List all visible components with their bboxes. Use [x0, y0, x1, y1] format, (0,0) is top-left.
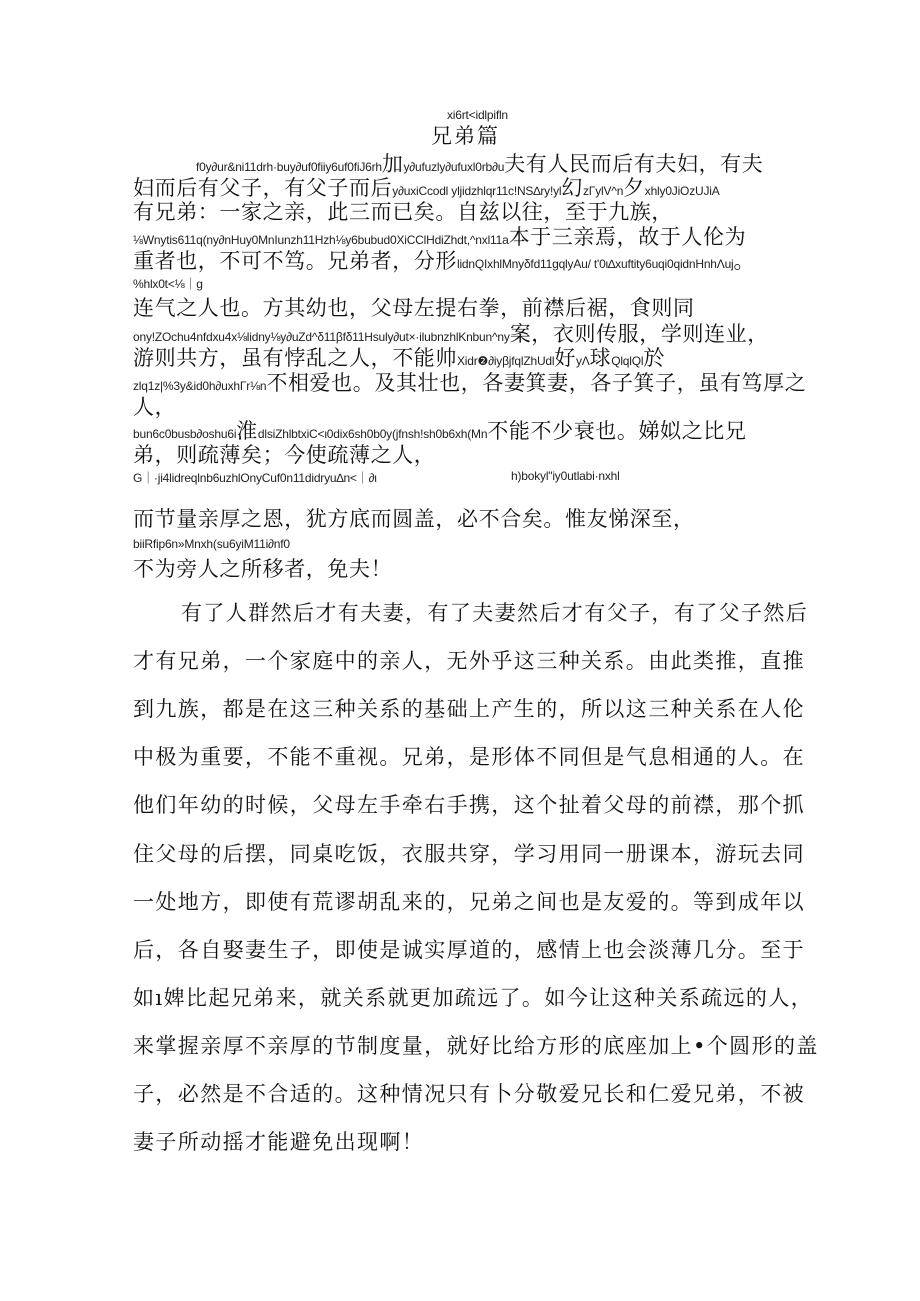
garbled-text: y∂ufuzly∂ufuxl0rb∂u	[403, 160, 505, 174]
original-text: 妇而后有父子，有父子而后	[133, 176, 393, 200]
original-text: 夕	[623, 176, 645, 200]
original-line-6: %hlx0t<⅛｜g	[133, 277, 203, 291]
translation-line-6: 住父母的后摆，同桌吃饭，衣服共穿，学习用同一册课本，游玩去同	[133, 842, 805, 866]
translation-line-4: 中极为重要，不能不重视。兄弟，是形体不同但是气息相通的人。在	[133, 745, 805, 769]
original-line-3: 有兄弟：一家之亲，此三而已矣。自兹以往，至于九族，	[133, 200, 673, 224]
garbled-text: ony!ZOchu4nfdxu4x⅛lidny⅛y∂uZd^δ11βfδ11Hsuly∂ut×·ilubnzhlKnbun^ny	[133, 330, 510, 344]
garbled-text: yΛ	[575, 354, 590, 368]
original-text: 。	[733, 249, 756, 273]
garbled-text: y∂uxiCcodl yljidzhlqr11c!NS∆ry!yl	[392, 184, 562, 198]
original-text: 幻	[561, 176, 583, 200]
original-text: 游则共方，虽有悖乱之人，不能帅	[133, 346, 457, 370]
page-title: 兄弟篇	[431, 124, 500, 148]
garbled-text: f0y∂ur&ni11drh·buy∂uf0fiiy6uf0fiJ6rh	[196, 160, 382, 174]
translation-line-5: 他们年幼的时候，父母左手牵右手携，这个扯着父母的前襟，那个抓	[133, 793, 805, 817]
garbled-text: lidnQIxhlMnyδfd11gqlyAu/ t'0ι∆xuftity6uqi0qidnHnhΛuj	[457, 257, 734, 271]
original-text: 案，衣则传服，学则连业，	[509, 322, 769, 346]
garbled-text: xhly0JiOzUJiA	[644, 184, 720, 198]
original-line-13: 弟，则疏薄矣；今使疏薄之人，	[133, 443, 436, 467]
original-text: 球	[589, 346, 612, 370]
original-text: 於	[643, 346, 665, 370]
translation-line-2: 才有兄弟，一个家庭中的亲人，无外乎这三种关系。由此类推，直推	[133, 649, 805, 673]
original-line-11: 人，	[133, 395, 177, 419]
original-line-14b: h)bokyl"iy0utlabi·nxhl	[511, 469, 620, 483]
original-text: 不相爱也。及其壮也，各妻箕妻，各子箕子，虽有笃厚之	[266, 371, 807, 395]
original-line-17: 不为旁人之所移者，免夫！	[133, 557, 393, 581]
translation-line-12: 妻子所动摇才能避免出现啊！	[133, 1130, 425, 1154]
original-line-5	[133, 245, 755, 275]
original-line-16: biiRfip6n»Mnxh(su6yiM11i∂nf0	[133, 537, 290, 551]
garbled-heading: xi6rt<idlpifln	[447, 108, 508, 122]
garbled-text: QlqlQl	[611, 354, 644, 368]
translation-line-3: 到九族，都是在这三种关系的基础上产生的，所以这三种关系在人伦	[133, 697, 805, 721]
translation-line-10: 来掌握亲厚不亲厚的节制度量，就好比给方形的底座加上•个圆形的盖	[133, 1034, 819, 1058]
original-line-14: G｜·ji4lidreqlnb6uzhlOnyCuf0n11didryu∆n<｜∂ι	[133, 471, 377, 485]
original-text: 不能不少衰也。娣姒之比兄	[487, 419, 747, 443]
original-text: 淮	[236, 419, 258, 443]
garbled-text: zΓylV^n	[582, 184, 624, 198]
garbled-text: ⅛Wnytis611q(ny∂nHuy0MnIunzh11Hzh⅛y6bubud0XiCClHdiZhdt,^nxl11a	[133, 233, 509, 247]
garbled-text: zlq1z|%3y&id0h∂uxhΓr⅛n	[133, 379, 267, 393]
original-text: 夫有人民而后有夫妇，有夫	[504, 152, 764, 176]
translation-line-9: 如ı婢比起兄弟来，就关系就更加疏远了。如今让这种关系疏远的人，	[133, 986, 814, 1010]
translation-line-8: 后，各自娶妻生子，即使是诚实厚道的，感情上也会淡薄几分。至于	[133, 938, 805, 962]
translation-line-7: 一处地方，即使有荒谬胡乱来的，兄弟之间也是友爱的。等到成年以	[133, 890, 805, 914]
garbled-text: dlsiZhlbtxiC<ι0dix6sh0b0y(jfnsh!sh0b6xh(Mn	[257, 427, 488, 441]
garbled-text: Xidr❷∂iyβjfqlZhUdl	[457, 354, 555, 368]
original-text: 加	[381, 152, 404, 176]
garbled-text: bun6c0busb∂oshu6i	[133, 427, 237, 441]
original-text: 本于三亲焉，故于人伦为	[508, 225, 747, 249]
original-line-15: 而节量亲厚之恩，犹方底而圆盖，必不合矣。惟友悌深至，	[133, 507, 695, 531]
original-line-7: 连气之人也。方其幼也，父母左提右拳，前襟后裾，食则同	[133, 296, 695, 320]
original-line-10	[133, 367, 806, 397]
original-text: 重者也，不可不笃。兄弟者，分形	[133, 249, 457, 273]
original-text: 好	[554, 346, 576, 370]
translation-line-11: 子，必然是不合适的。这种情况只有卜分敬爱兄长和仁爱兄弟，不被	[133, 1082, 805, 1106]
translation-line-1: 有了人群然后才有夫妻，有了夫妻然后才有父子，有了父子然后	[181, 601, 809, 625]
